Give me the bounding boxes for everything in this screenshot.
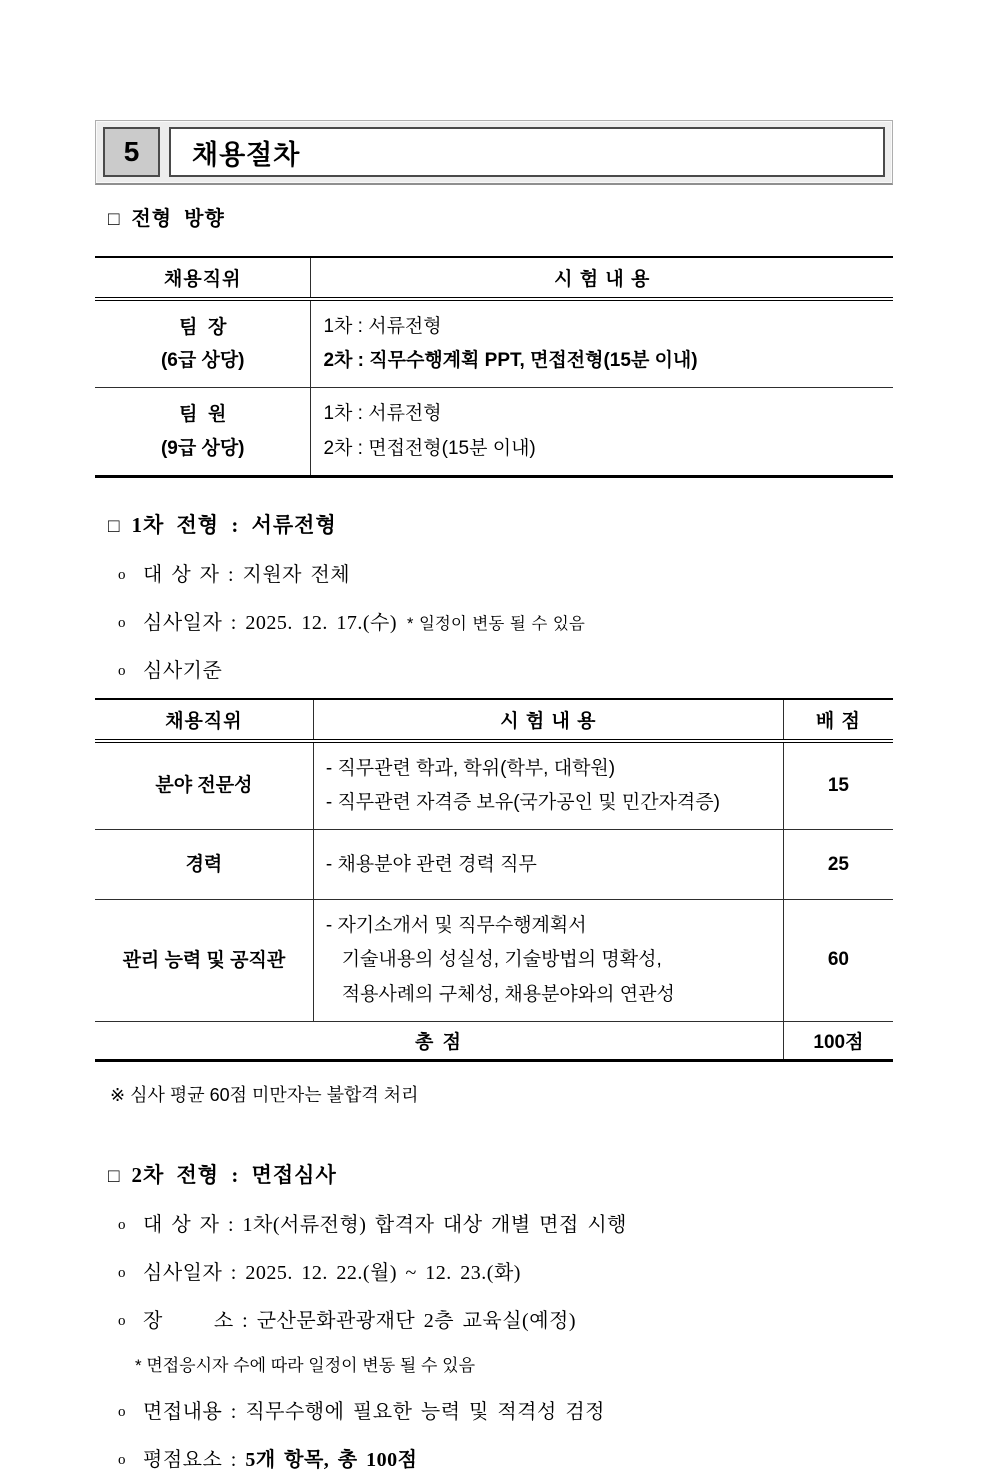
detail-line-1: - 채용분야 관련 경력 직무 bbox=[325, 853, 537, 875]
table-row-team-member bbox=[95, 387, 893, 474]
circle-bullet-icon: o bbox=[118, 1451, 126, 1468]
column-header-exam: 시 험 내 용 bbox=[313, 700, 783, 739]
exam-line-1: 1차 : 서류전형 bbox=[323, 316, 442, 337]
cell-exam-content bbox=[310, 388, 893, 474]
heading-second-round-label: 2차 전형 : 면접심사 bbox=[131, 1162, 337, 1187]
circle-bullet-icon: o bbox=[118, 1216, 126, 1233]
item-value: 5개 항목, 총 100점 bbox=[245, 1448, 418, 1471]
heading-first-round-label: 1차 전형 : 서류전형 bbox=[131, 512, 337, 537]
cell-category: 경력 bbox=[185, 854, 223, 875]
detail-line-3: 적용사례의 구체성, 채용분야와의 연관성 bbox=[325, 983, 675, 1005]
total-label: 총 점 bbox=[414, 1031, 463, 1053]
list-item-interview-content bbox=[118, 1395, 893, 1424]
table-row-total bbox=[95, 1021, 893, 1059]
item-text: 심사일자 : 2025. 12. 22.(월) ~ 12. 23.(화) bbox=[143, 1261, 521, 1284]
position-name: 팀 장 bbox=[179, 316, 227, 338]
column-header-position: 채용직위 bbox=[165, 710, 243, 732]
detail-line-1: - 직무관련 학과, 학위(학부, 대학원) bbox=[325, 757, 616, 779]
circle-bullet-icon: o bbox=[118, 566, 126, 583]
item-text: 대 상 자 : 지원자 전체 bbox=[143, 563, 351, 586]
square-bullet-icon: □ bbox=[108, 1165, 120, 1187]
circle-bullet-icon: o bbox=[118, 1264, 126, 1281]
table-row-career bbox=[95, 829, 893, 899]
list-item-target bbox=[118, 1208, 893, 1237]
cell-detail bbox=[313, 830, 783, 899]
section-title-box bbox=[169, 127, 885, 177]
detail-line-1: - 자기소개서 및 직무수행계획서 bbox=[325, 915, 587, 937]
circle-bullet-icon: o bbox=[118, 1403, 126, 1420]
item-note: * 일정이 변동 될 수 있음 bbox=[406, 614, 585, 633]
column-header-score: 배 점 bbox=[783, 700, 893, 739]
total-score: 100점 bbox=[783, 1022, 893, 1059]
position-name: 팀 원 bbox=[179, 404, 227, 426]
table-header-row bbox=[95, 700, 893, 743]
square-bullet-icon: □ bbox=[108, 515, 120, 537]
section-number: 5 bbox=[123, 136, 140, 167]
table-row-management bbox=[95, 899, 893, 1021]
cell-score: 25 bbox=[783, 830, 893, 899]
exam-line-2: 2차 : 면접전형(15분 이내) bbox=[323, 437, 536, 459]
item-text: 면접내용 : 직무수행에 필요한 능력 및 적격성 검정 bbox=[143, 1400, 605, 1423]
cell-detail bbox=[313, 900, 783, 1021]
cell-position bbox=[95, 388, 310, 474]
heading-second-round bbox=[108, 1159, 893, 1189]
list-item-review-date bbox=[118, 606, 893, 635]
position-grade: (9급 상당) bbox=[160, 437, 245, 459]
cell-category: 관리 능력 및 공직관 bbox=[122, 949, 286, 971]
item-text: 심사기준 bbox=[143, 659, 223, 682]
detail-line-2: 기술내용의 성실성, 기술방법의 명확성, bbox=[325, 949, 662, 971]
exam-line-2: 2차 : 직무수행계획 PPT, 면접전형(15분 이내) bbox=[323, 350, 698, 372]
item-text: 대 상 자 : 1차(서류전형) 합격자 대상 개별 면접 시행 bbox=[143, 1213, 627, 1236]
table-row-expertise bbox=[95, 743, 893, 829]
fail-note: ※ 심사 평균 60점 미만자는 불합격 처리 bbox=[110, 1084, 419, 1105]
position-grade: (6급 상당) bbox=[160, 350, 245, 372]
schedule-change-note: * 면접응시자 수에 따라 일정이 변동 될 수 있음 bbox=[135, 1355, 475, 1375]
table-header-row bbox=[95, 258, 893, 301]
section-title: 채용절차 bbox=[192, 139, 301, 170]
detail-line-2: - 직무관련 자격증 보유(국가공인 및 민간자격증) bbox=[325, 791, 720, 813]
column-header-position: 채용직위 bbox=[164, 269, 242, 290]
heading-first-round bbox=[108, 509, 893, 539]
list-item-location bbox=[118, 1304, 893, 1333]
column-header-exam: 시 험 내 용 bbox=[310, 258, 893, 297]
item-text: 평점요소 : bbox=[143, 1448, 246, 1471]
criteria-table bbox=[95, 698, 893, 1062]
list-item-target bbox=[118, 558, 893, 587]
list-item-rating-elements bbox=[118, 1443, 893, 1472]
cell-detail bbox=[313, 743, 783, 829]
list-item-criteria bbox=[118, 654, 893, 683]
heading-direction-label: 전형 방향 bbox=[131, 208, 225, 230]
heading-direction bbox=[108, 202, 893, 231]
selection-overview-table bbox=[95, 256, 893, 478]
cell-score: 60 bbox=[783, 900, 893, 1021]
cell-category: 분야 전문성 bbox=[155, 775, 253, 797]
table-row-team-leader bbox=[95, 301, 893, 387]
item-text: 심사일자 : 2025. 12. 17.(수) bbox=[143, 611, 397, 634]
circle-bullet-icon: o bbox=[118, 1312, 126, 1329]
circle-bullet-icon: o bbox=[118, 662, 126, 679]
item-text: 장 소 : 군산문화관광재단 2층 교육실(예정) bbox=[143, 1309, 576, 1332]
cell-exam-content bbox=[310, 301, 893, 387]
section-banner bbox=[95, 120, 893, 185]
list-item-review-date bbox=[118, 1256, 893, 1285]
circle-bullet-icon: o bbox=[118, 614, 126, 631]
cell-score: 15 bbox=[783, 743, 893, 829]
square-bullet-icon: □ bbox=[108, 209, 120, 230]
cell-position bbox=[95, 301, 310, 387]
section-number-box bbox=[103, 127, 160, 177]
exam-line-1: 1차 : 서류전형 bbox=[323, 403, 442, 425]
